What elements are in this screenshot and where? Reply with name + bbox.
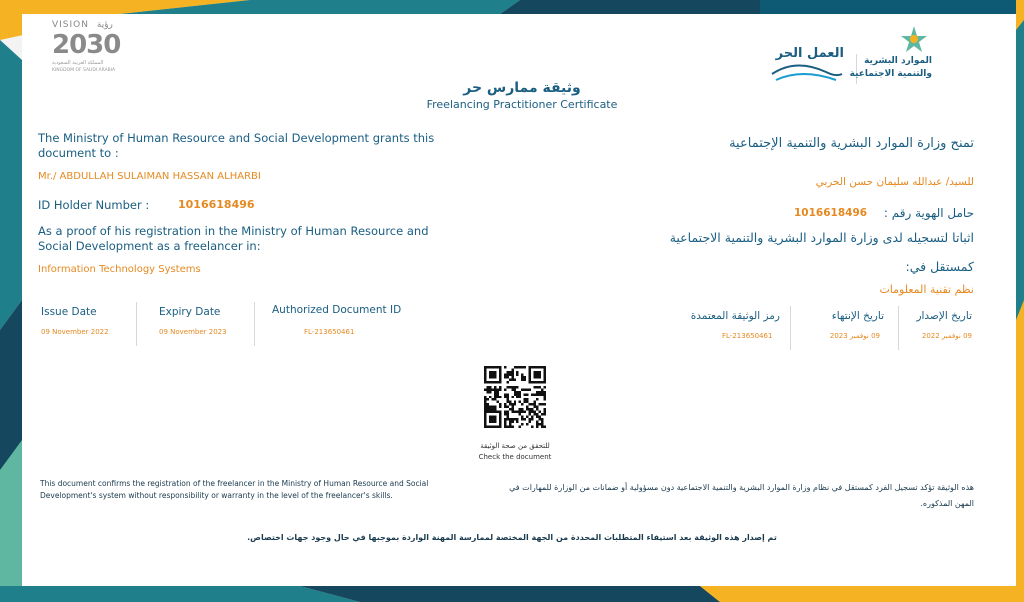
field-ar: نظم تقنية المعلومات [879,283,974,296]
docid-value-en: FL-213650461 [304,328,355,336]
vision-arabic: رؤية [96,20,113,30]
vision-2030-logo [52,20,132,82]
qr-code-graphic [484,366,546,428]
expiry-label-en: Expiry Date [159,306,221,318]
disclaimer-ar: هذه الوثيقة تؤكد تسجيل الفرد كمستقل في نظام وزارة الموارد البشرية والتنمية الاجتماعية دون مسؤولية أو ضمانات من الوزارة للمهارات في المهن المذكوره. [509,483,974,508]
title-arabic: وثيقة ممارس حر [463,80,581,96]
certificate-card [22,14,1016,586]
qr-caption-ar: للتحقق من صحة الوثيقة [480,442,550,450]
issue-label-ar: تاريخ الإصدار [916,310,972,322]
title-english: Freelancing Practitioner Certificate [426,98,618,111]
date-divider-ar-1 [898,306,899,350]
issuance-note-ar: تم إصدار هذه الوثيقة بعد استيفاء المتطلبات المحددة من الجهة المختصة لممارسة المهنة الواردة بموجبها في حال وجود جهات اختصاص. [247,533,777,542]
vision-year: 2030 [52,30,121,60]
freelance-logo-text: العمل الحر [775,46,844,61]
issue-value-en: 09 November 2022 [41,328,109,336]
issue-label-en: Issue Date [41,306,97,318]
holder-name-ar: للسيد/ عبدالله سليمان حسن الحربي [815,176,974,188]
star-logo-icon [894,24,934,54]
docid-label-ar: رمز الوثيقة المعتمدة [690,310,780,322]
expiry-label-ar: تاريخ الإنتهاء [831,310,884,322]
id-label-ar: حامل الهوية رقم : [883,206,974,220]
proof-text-en: As a proof of his registration in the Ministry of Human Resource and Social Development as a freelancer in: [38,224,429,253]
id-value-en: 1016618496 [178,198,255,211]
proof-text-ar: اثباتا لتسجيله لدى وزارة الموارد البشرية والتنمية الاجتماعية [669,230,974,245]
expiry-value-en: 09 November 2023 [159,328,227,336]
freelance-logo [766,44,846,88]
vision-label: VISION [52,20,89,30]
ministry-logo [849,24,944,88]
vision-kingdom-en: KINGDOM OF SAUDI ARABIA [52,68,116,73]
qr-caption-en: Check the document [478,453,552,461]
as-freelancer-ar: كمستقل في: [905,259,974,274]
docid-value-ar: FL-213650461 [722,332,773,340]
ministry-logo-line2: والتنمية الاجتماعية [849,69,932,79]
holder-name-en: Mr./ ABDULLAH SULAIMAN HASSAN ALHARBI [38,171,261,182]
expiry-value-ar: 09 نوفمبر 2023 [829,332,880,340]
date-divider-ar-2 [790,306,791,350]
field-en: Information Technology Systems [38,264,201,275]
docid-label-en: Authorized Document ID [272,304,402,316]
issue-value-ar: 09 نوفمبر 2022 [921,332,972,340]
qr-code[interactable] [484,366,546,428]
date-divider-en-1 [136,302,137,346]
id-label-en: ID Holder Number : [38,198,150,212]
id-value-ar: 1016618496 [794,207,868,219]
grant-text-ar: تمنح وزارة الموارد البشرية والتنمية الإجتماعية [729,136,974,151]
disclaimer-en: This document confirms the registration of the freelancer in the Ministry of Human Resource and Social Development's system without responsibility or warranty in the level of the freelancer's skills. [40,479,429,500]
grant-text-en: The Ministry of Human Resource and Social Development grants this document to : [38,131,435,160]
date-divider-en-2 [254,302,255,346]
ministry-logo-line1: الموارد البشرية [864,56,932,66]
vision-kingdom-ar: المملكة العربية السعودية [52,60,104,66]
